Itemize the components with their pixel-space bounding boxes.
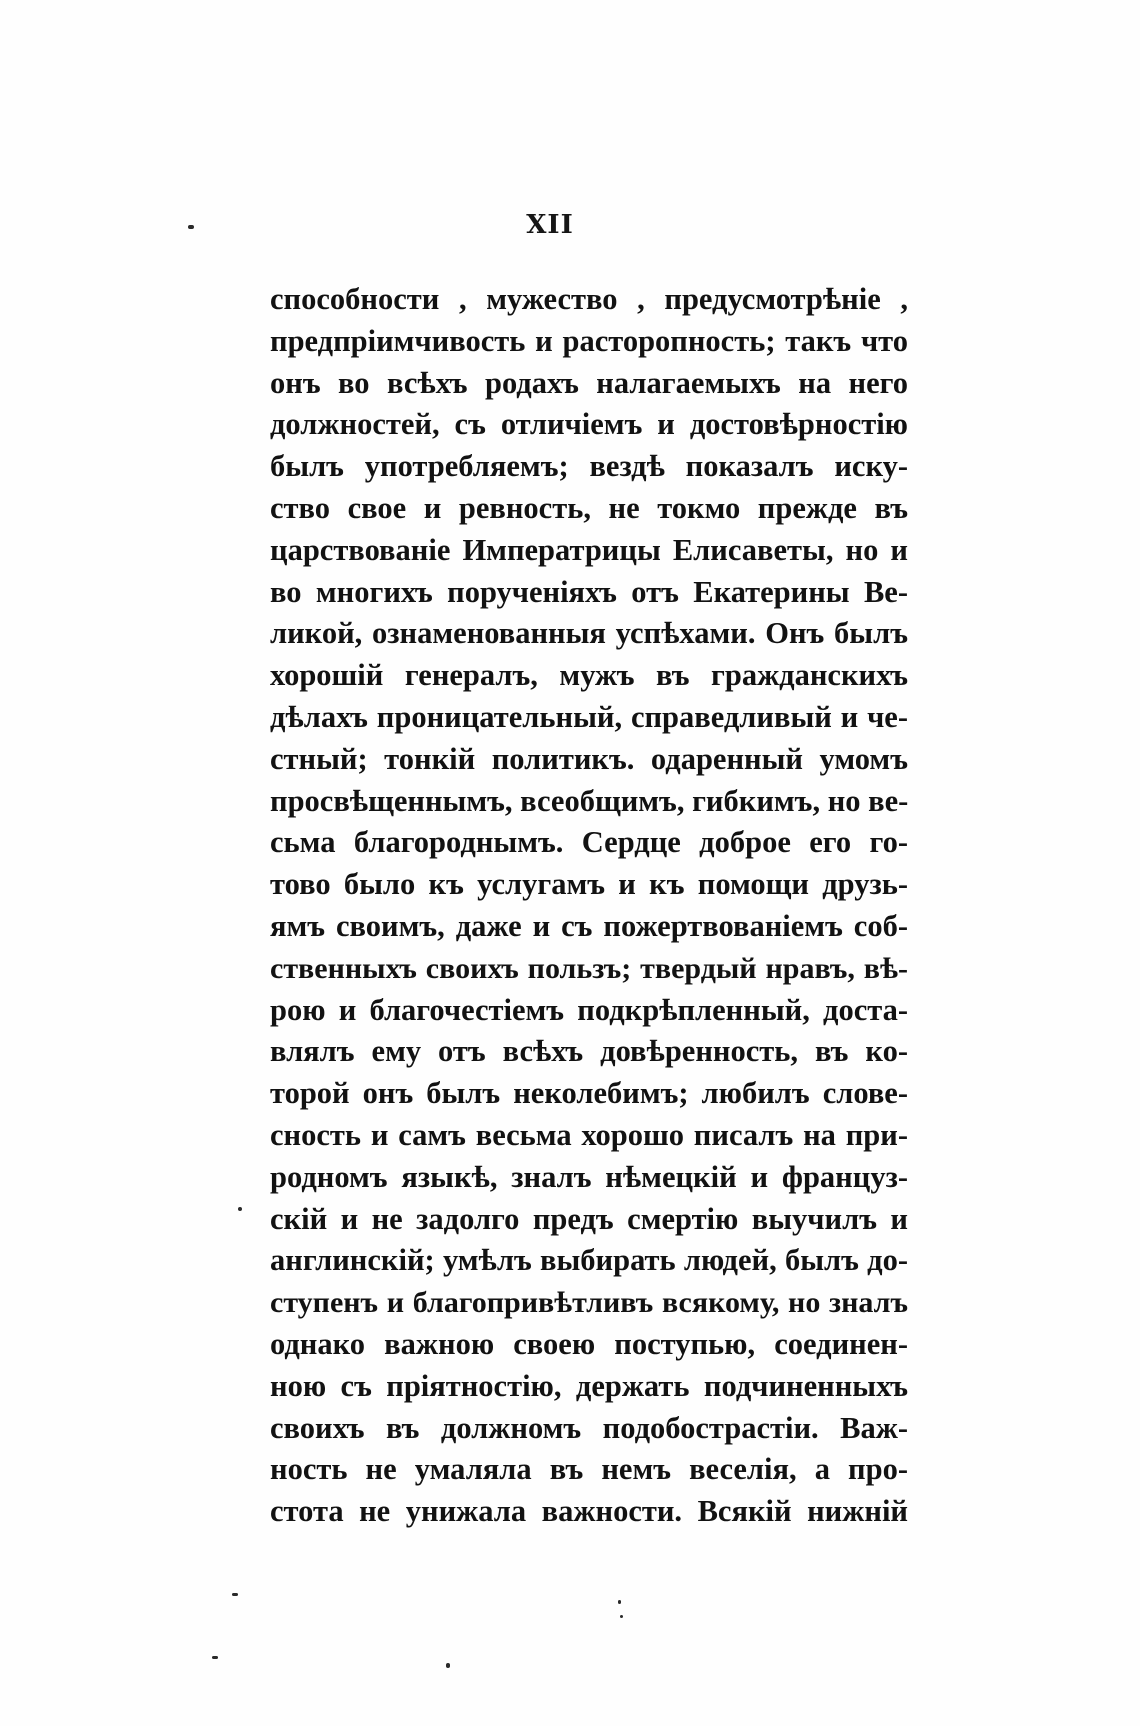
scan-speck [238,1207,242,1211]
text-line: ступенъ и благопривѣтливъ всякому, но зналъ [270,1286,908,1320]
scan-speck [618,1600,621,1604]
text-line: сьма благороднымъ. Сердце доброе его го- [270,825,908,860]
text-line: во многихъ порученіяхъ отъ Екатерины Ве- [270,574,908,609]
text-line: влялъ ему отъ всѣхъ довѣренность, въ ко- [270,1034,908,1069]
text-line: онъ во всѣхъ родахъ налагаемыхъ на него [270,365,908,400]
scan-speck [212,1656,218,1659]
text-line: родномъ языкѣ, зналъ нѣмецкій и француз- [270,1159,908,1194]
text-line: способности , мужество , предусмотрѣніе , [270,282,908,316]
text-line: своихъ въ должномъ подобострастіи. Важ- [270,1410,908,1445]
text-line: стота не унижала важности. Всякій нижній [270,1494,908,1529]
text-line: ямъ своимъ, даже и съ пожертвованіемъ соб- [270,908,908,943]
text-line: царствованіе Императрицы Елисаветы, но и [270,532,908,567]
scan-speck [446,1663,450,1668]
text-line: сность и самъ весьма хорошо писалъ на при- [270,1117,908,1152]
text-line: должностей, съ отличіемъ и достовѣрностію [270,407,908,442]
text-line: просвѣщеннымъ, всеобщимъ, гибкимъ, но ве- [270,783,908,818]
text-line: предпріимчивость и расторопность; такъ что [270,323,908,358]
text-line: тово было къ услугамъ и къ помощи друзь- [270,867,908,902]
text-line: ство свое и ревность, не токмо прежде въ [270,490,908,525]
text-line: ственныхъ своихъ пользъ; твердый нравъ, вѣ- [270,951,908,985]
text-line: ликой, ознаменованныя успѣхами. Онъ былъ [270,616,908,651]
body-text [270,279,908,1533]
text-line: былъ употребляемъ; вездѣ показалъ иску- [270,449,908,484]
text-line: ною съ пріятностію, держать подчиненныхъ [270,1368,908,1403]
text-line: однако важною своею поступью, соединен- [270,1326,908,1361]
text-line: дѣлахъ проницательный, справедливый и че- [270,699,908,734]
text-line: торой онъ былъ неколебимъ; любилъ слове- [270,1076,908,1111]
scan-speck [620,1615,623,1618]
text-line: ность не умаляла въ немъ веселія, а про- [270,1452,908,1487]
text-line: стный; тонкій политикъ. одаренный умомъ [270,741,908,776]
text-line: хорошій генералъ, мужъ въ гражданскихъ [270,658,908,693]
text-line: англинскій; умѣлъ выбирать людей, былъ до- [270,1243,908,1278]
scan-speck [188,225,194,229]
text-line: скій и не задолго предъ смертію выучилъ и [270,1201,908,1236]
scan-speck [232,1593,238,1596]
page-number: XII [526,210,574,240]
text-line: рою и благочестіемъ подкрѣпленный, доста- [270,992,908,1027]
